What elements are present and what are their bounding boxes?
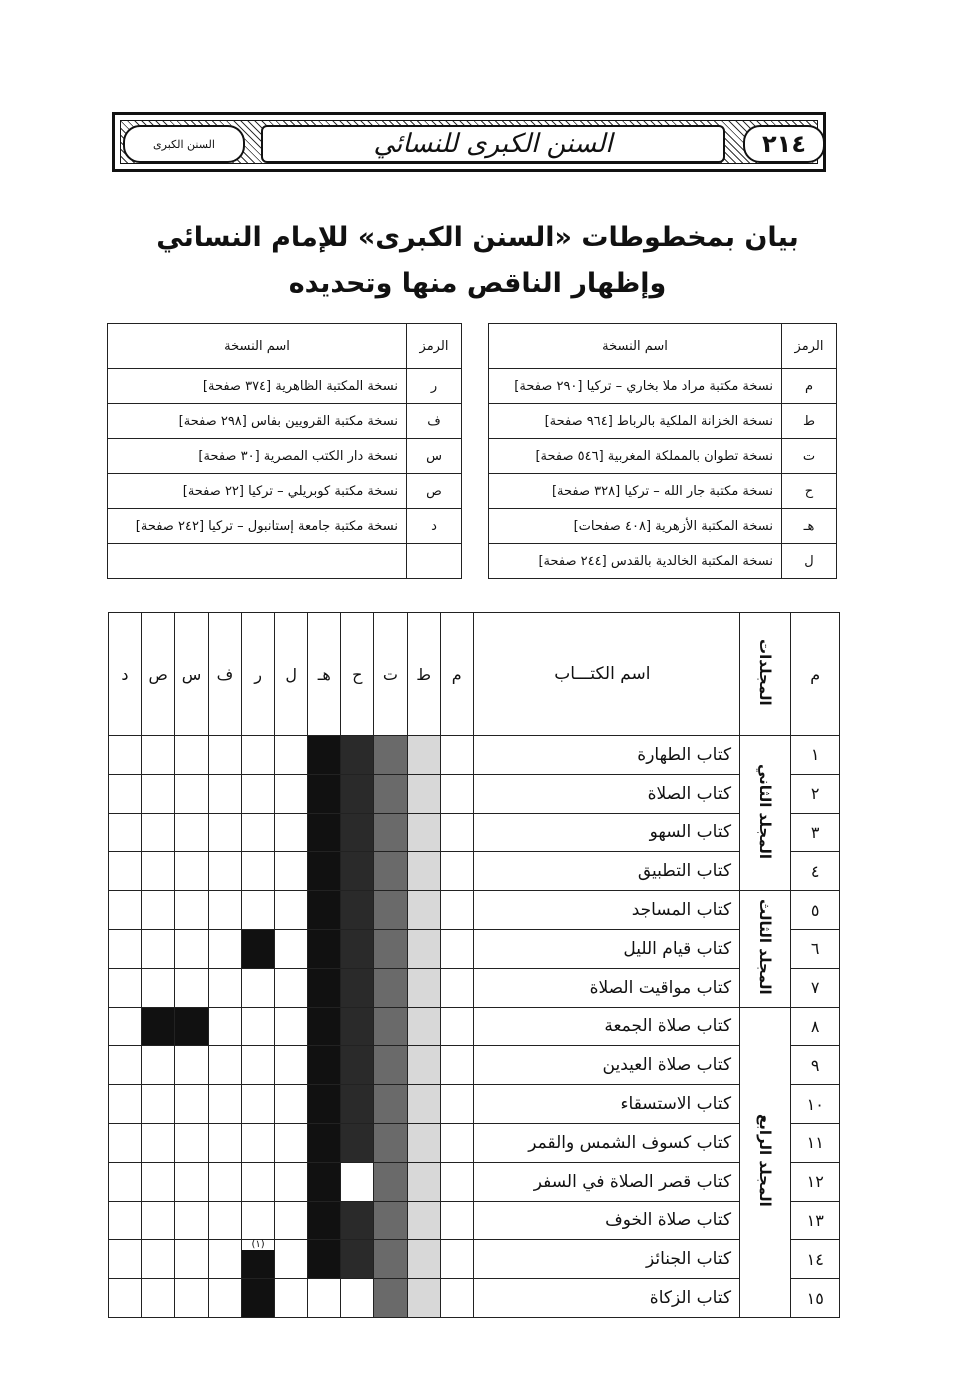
coverage-cell <box>175 968 208 1007</box>
coverage-cell <box>141 1201 174 1240</box>
coverage-cell <box>208 1162 241 1201</box>
grid-code-header: س <box>175 613 208 736</box>
coverage-cell <box>109 968 142 1007</box>
coverage-cell <box>109 1123 142 1162</box>
grid-code-header: ت <box>374 613 407 736</box>
grid-code-header: ح <box>341 613 374 736</box>
grid-row <box>109 813 840 852</box>
coverage-cell <box>109 1279 142 1318</box>
coverage-cell <box>440 1279 473 1318</box>
key-code <box>407 544 462 579</box>
coverage-cell <box>109 1201 142 1240</box>
key-name: نسخة مكتبة مراد ملا بخاري – تركيا [٢٩٠ صفحة] <box>489 369 782 404</box>
coverage-cell <box>275 852 308 891</box>
coverage-cell <box>242 1123 275 1162</box>
coverage-cell <box>141 813 174 852</box>
coverage-cell <box>341 852 374 891</box>
coverage-cell <box>440 774 473 813</box>
coverage-cell <box>407 929 440 968</box>
coverage-cell <box>407 1201 440 1240</box>
coverage-cell <box>308 852 341 891</box>
row-number: ٣ <box>791 813 840 852</box>
coverage-cell <box>141 852 174 891</box>
coverage-cell <box>175 929 208 968</box>
coverage-cell <box>242 1240 275 1279</box>
coverage-cell <box>407 774 440 813</box>
coverage-cell <box>440 736 473 775</box>
key-code: م <box>782 369 837 404</box>
coverage-cell <box>374 1279 407 1318</box>
book-name: كتاب صلاة العيدين <box>473 1046 739 1085</box>
grid-volumes-header <box>740 613 791 736</box>
coverage-cell <box>141 774 174 813</box>
coverage-cell <box>440 852 473 891</box>
coverage-cell <box>440 891 473 930</box>
coverage-cell <box>208 1123 241 1162</box>
coverage-cell <box>374 813 407 852</box>
coverage-cell <box>275 813 308 852</box>
coverage-cell <box>109 852 142 891</box>
row-number: ١٢ <box>791 1162 840 1201</box>
coverage-cell <box>341 1279 374 1318</box>
coverage-cell <box>141 1240 174 1279</box>
coverage-cell <box>308 1162 341 1201</box>
coverage-cell <box>308 1007 341 1046</box>
coverage-cell <box>175 813 208 852</box>
coverage-cell <box>407 1046 440 1085</box>
coverage-cell <box>407 968 440 1007</box>
key-code: ت <box>782 439 837 474</box>
coverage-cell <box>109 774 142 813</box>
coverage-cell <box>341 736 374 775</box>
page-number: ٢١٤ <box>743 125 825 163</box>
coverage-cell <box>275 1162 308 1201</box>
grid-body <box>109 736 840 1318</box>
coverage-cell <box>341 891 374 930</box>
coverage-cell <box>109 1007 142 1046</box>
key-code: ل <box>782 544 837 579</box>
book-name: كتاب الطهارة <box>473 736 739 775</box>
coverage-cell <box>208 1046 241 1085</box>
coverage-cell <box>175 736 208 775</box>
coverage-cell <box>275 1240 308 1279</box>
key-code: ص <box>407 474 462 509</box>
key-name: نسخة المكتبة الظاهرية [٣٧٤ صفحة] <box>108 369 407 404</box>
row-number: ٥ <box>791 891 840 930</box>
book-name: كتاب السهو <box>473 813 739 852</box>
book-name: كتاب صلاة الجمعة <box>473 1007 739 1046</box>
coverage-cell <box>308 774 341 813</box>
coverage-cell <box>440 1240 473 1279</box>
coverage-cell <box>341 1123 374 1162</box>
running-title: السنن الكبرى للنسائي <box>261 125 725 163</box>
coverage-cell <box>175 1279 208 1318</box>
coverage-cell <box>109 1046 142 1085</box>
row-number: ١٥ <box>791 1279 840 1318</box>
coverage-cell <box>175 1240 208 1279</box>
coverage-cell <box>275 1123 308 1162</box>
book-name: كتاب الزكاة <box>473 1279 739 1318</box>
coverage-cell <box>208 1007 241 1046</box>
coverage-cell <box>141 1279 174 1318</box>
coverage-cell <box>440 1085 473 1124</box>
row-number: ٧ <box>791 968 840 1007</box>
row-number: ١٠ <box>791 1085 840 1124</box>
key-name: نسخة تطوان بالمملكة المغربية [٥٤٦ صفحة] <box>489 439 782 474</box>
coverage-cell <box>341 1162 374 1201</box>
coverage-cell <box>308 968 341 1007</box>
grid-row <box>109 891 840 930</box>
coverage-cell <box>109 1162 142 1201</box>
coverage-cell <box>440 929 473 968</box>
coverage-cell <box>109 813 142 852</box>
grid-row <box>109 1240 840 1279</box>
coverage-cell <box>109 1240 142 1279</box>
book-name: كتاب المساجد <box>473 891 739 930</box>
coverage-cell <box>208 1085 241 1124</box>
coverage-cell <box>440 1007 473 1046</box>
row-number: ١ <box>791 736 840 775</box>
coverage-cell <box>407 1085 440 1124</box>
coverage-cell <box>109 929 142 968</box>
coverage-cell <box>308 1240 341 1279</box>
coverage-cell <box>440 1201 473 1240</box>
coverage-cell <box>141 736 174 775</box>
grid-row <box>109 929 840 968</box>
grid-row <box>109 774 840 813</box>
key-name: نسخة المكتبة الأزهرية [٤٠٨ صفحات] <box>489 509 782 544</box>
coverage-cell <box>242 1007 275 1046</box>
manuscript-key-table-left <box>107 323 462 579</box>
book-name: كتاب الصلاة <box>473 774 739 813</box>
coverage-cell <box>242 1201 275 1240</box>
coverage-cell <box>242 929 275 968</box>
grid-code-header: هـ <box>308 613 341 736</box>
page-header-frame <box>112 112 826 172</box>
coverage-cell <box>175 1085 208 1124</box>
key-name: نسخة مكتبة كوبريلي – تركيا [٢٢ صفحة] <box>108 474 407 509</box>
book-name: كتاب التطبيق <box>473 852 739 891</box>
grid-row <box>109 1162 840 1201</box>
coverage-cell <box>141 929 174 968</box>
coverage-cell <box>374 1162 407 1201</box>
volume-label: المجلد الرابع <box>756 1113 775 1207</box>
coverage-cell <box>407 813 440 852</box>
grid-num-header: م <box>791 613 840 736</box>
key-name: نسخة مكتبة جامعة إستانبول – تركيا [٢٤٢ صفحة] <box>108 509 407 544</box>
coverage-cell <box>275 968 308 1007</box>
coverage-cell <box>275 1201 308 1240</box>
grid-header-row <box>109 613 840 736</box>
row-number: ٩ <box>791 1046 840 1085</box>
coverage-cell <box>374 1240 407 1279</box>
coverage-cell <box>308 1046 341 1085</box>
coverage-cell <box>440 1046 473 1085</box>
volume-label-cell <box>740 736 791 891</box>
coverage-cell <box>308 929 341 968</box>
coverage-cell <box>242 852 275 891</box>
coverage-cell <box>407 891 440 930</box>
grid-code-header: د <box>109 613 142 736</box>
row-number: ٨ <box>791 1007 840 1046</box>
coverage-cell <box>242 1279 275 1318</box>
coverage-cell <box>374 1201 407 1240</box>
page-title-line1: بيان بمخطوطات «السنن الكبرى» للإمام النسائي <box>156 222 799 253</box>
coverage-cell <box>308 1279 341 1318</box>
coverage-cell <box>341 813 374 852</box>
footnote-marker: (١) <box>242 1240 274 1250</box>
grid-row <box>109 852 840 891</box>
volume-label-cell <box>740 891 791 1007</box>
coverage-cell <box>308 813 341 852</box>
coverage-cell <box>341 968 374 1007</box>
coverage-cell <box>440 1162 473 1201</box>
grid-book-header: اسم الكتـــاب <box>473 613 739 736</box>
key-name: نسخة مكتبة جار الله – تركيا [٣٢٨ صفحة] <box>489 474 782 509</box>
volume-label-cell <box>740 1007 791 1317</box>
coverage-cell <box>175 891 208 930</box>
coverage-cell <box>242 813 275 852</box>
coverage-cell <box>109 1085 142 1124</box>
key-name: نسخة الخزانة الملكية بالرباط [٩٦٤ صفحة] <box>489 404 782 439</box>
coverage-cell <box>175 1046 208 1085</box>
coverage-cell <box>242 1046 275 1085</box>
volume-label: المجلد الثالث <box>756 899 775 995</box>
coverage-cell <box>275 736 308 775</box>
coverage-cell <box>308 1085 341 1124</box>
coverage-cell <box>374 968 407 1007</box>
coverage-cell <box>407 736 440 775</box>
coverage-cell <box>141 1162 174 1201</box>
coverage-cell <box>341 1007 374 1046</box>
coverage-cell <box>242 736 275 775</box>
coverage-cell <box>175 1123 208 1162</box>
coverage-cell <box>341 774 374 813</box>
coverage-cell <box>374 929 407 968</box>
coverage-cell <box>374 1046 407 1085</box>
grid-row <box>109 1085 840 1124</box>
grid-volumes-header-text: المجلدات <box>756 638 775 706</box>
coverage-cell <box>407 1240 440 1279</box>
key-name: نسخة المكتبة الخالدية بالقدس [٢٤٤ صفحة] <box>489 544 782 579</box>
coverage-cell <box>374 852 407 891</box>
coverage-cell <box>374 736 407 775</box>
coverage-cell <box>374 1085 407 1124</box>
coverage-cell <box>208 1201 241 1240</box>
key-code-header: الرمز <box>782 324 837 369</box>
key-name: نسخة دار الكتب المصرية [٣٠ صفحة] <box>108 439 407 474</box>
coverage-cell <box>275 774 308 813</box>
manuscript-coverage-grid <box>108 612 840 1318</box>
key-name: نسخة مكتبة القرويين بفاس [٢٩٨ صفحة] <box>108 404 407 439</box>
coverage-cell <box>275 1085 308 1124</box>
book-name: كتاب الاستسقاء <box>473 1085 739 1124</box>
grid-code-header: ط <box>407 613 440 736</box>
coverage-cell <box>208 813 241 852</box>
coverage-cell <box>407 1007 440 1046</box>
grid-row <box>109 1123 840 1162</box>
coverage-cell <box>440 1123 473 1162</box>
coverage-cell <box>275 891 308 930</box>
coverage-cell <box>341 929 374 968</box>
row-number: ١٣ <box>791 1201 840 1240</box>
coverage-cell <box>141 1085 174 1124</box>
coverage-cell <box>208 736 241 775</box>
coverage-cell <box>175 774 208 813</box>
key-name <box>108 544 407 579</box>
manuscript-key-table-right <box>488 323 837 579</box>
coverage-cell <box>275 929 308 968</box>
coverage-cell <box>208 774 241 813</box>
coverage-cell <box>208 968 241 1007</box>
key-code: ط <box>782 404 837 439</box>
coverage-cell <box>242 1085 275 1124</box>
coverage-cell <box>208 1240 241 1279</box>
coverage-cell <box>175 1007 208 1046</box>
coverage-cell <box>341 1240 374 1279</box>
coverage-cell <box>275 1279 308 1318</box>
coverage-cell <box>440 968 473 1007</box>
coverage-cell <box>341 1085 374 1124</box>
coverage-cell <box>109 891 142 930</box>
key-code: س <box>407 439 462 474</box>
coverage-cell <box>407 852 440 891</box>
coverage-cell <box>208 852 241 891</box>
row-number: ١١ <box>791 1123 840 1162</box>
coverage-cell <box>242 968 275 1007</box>
coverage-cell <box>440 813 473 852</box>
coverage-cell <box>141 1007 174 1046</box>
coverage-cell <box>141 1123 174 1162</box>
coverage-cell <box>341 1201 374 1240</box>
coverage-cell <box>242 774 275 813</box>
coverage-cell <box>242 1162 275 1201</box>
coverage-cell <box>374 774 407 813</box>
grid-row <box>109 736 840 775</box>
coverage-cell <box>242 891 275 930</box>
volume-label: المجلد الثاني <box>756 763 775 859</box>
coverage-cell <box>175 852 208 891</box>
coverage-cell <box>109 736 142 775</box>
grid-code-header: م <box>440 613 473 736</box>
book-name: كتاب الجنائز <box>473 1240 739 1279</box>
coverage-cell <box>275 1007 308 1046</box>
grid-row <box>109 1201 840 1240</box>
logo-seal: السنن الكبرى <box>123 125 245 163</box>
grid-row <box>109 1046 840 1085</box>
row-number: ١٤ <box>791 1240 840 1279</box>
coverage-cell <box>407 1123 440 1162</box>
key-code: د <box>407 509 462 544</box>
coverage-cell <box>275 1046 308 1085</box>
grid-code-header: ص <box>141 613 174 736</box>
coverage-cell <box>374 1123 407 1162</box>
grid-row <box>109 1007 840 1046</box>
coverage-cell <box>374 891 407 930</box>
book-name: كتاب كسوف الشمس والقمر <box>473 1123 739 1162</box>
grid-code-header: ل <box>275 613 308 736</box>
coverage-cell <box>308 1201 341 1240</box>
book-name: كتاب صلاة الخوف <box>473 1201 739 1240</box>
page-title-line2: وإظهار الناقص منها وتحديده <box>288 268 667 299</box>
key-name-header: اسم النسخة <box>489 324 782 369</box>
coverage-cell <box>341 1046 374 1085</box>
coverage-cell <box>407 1162 440 1201</box>
book-name: كتاب مواقيت الصلاة <box>473 968 739 1007</box>
coverage-cell <box>141 968 174 1007</box>
row-number: ٤ <box>791 852 840 891</box>
book-name: كتاب قيام الليل <box>473 929 739 968</box>
coverage-cell <box>175 1201 208 1240</box>
coverage-cell <box>407 1279 440 1318</box>
key-code: ر <box>407 369 462 404</box>
key-code: هـ <box>782 509 837 544</box>
grid-code-header: ر <box>242 613 275 736</box>
grid-code-header: ف <box>208 613 241 736</box>
row-number: ٦ <box>791 929 840 968</box>
grid-row <box>109 968 840 1007</box>
coverage-cell <box>308 736 341 775</box>
coverage-cell <box>374 1007 407 1046</box>
coverage-cell <box>308 891 341 930</box>
coverage-cell <box>175 1162 208 1201</box>
coverage-cell <box>308 1123 341 1162</box>
coverage-cell <box>208 929 241 968</box>
row-number: ٢ <box>791 774 840 813</box>
grid-row <box>109 1279 840 1318</box>
key-code: ف <box>407 404 462 439</box>
coverage-cell <box>208 891 241 930</box>
coverage-cell <box>141 1046 174 1085</box>
coverage-cell <box>141 891 174 930</box>
key-name-header: اسم النسخة <box>108 324 407 369</box>
key-code: ح <box>782 474 837 509</box>
book-name: كتاب قصر الصلاة في السفر <box>473 1162 739 1201</box>
key-code-header: الرمز <box>407 324 462 369</box>
coverage-cell <box>208 1279 241 1318</box>
